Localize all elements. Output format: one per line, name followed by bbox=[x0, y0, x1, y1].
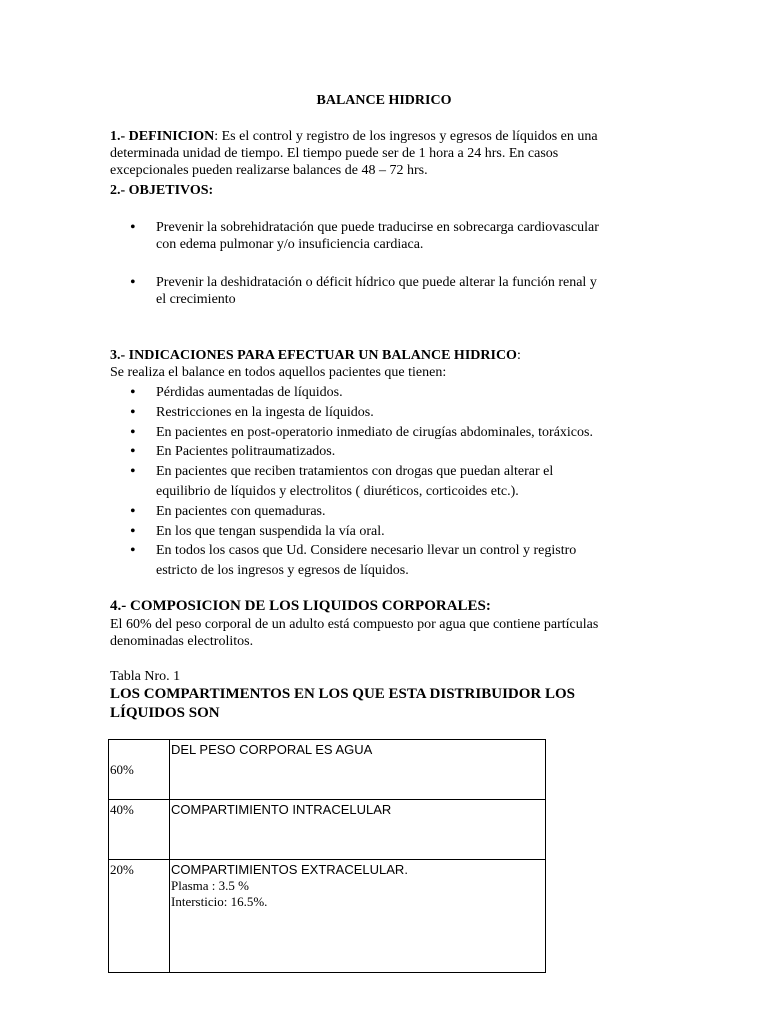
definicion-line-3: excepcionales pueden realizarse balances de 48 – 72 hrs. bbox=[110, 163, 428, 178]
list-item: • Prevenir la sobrehidratación que puede traducirse en sobrecarga cardiovascular con edema pulmonar y/o insuficiencia cardiaca. bbox=[110, 219, 670, 253]
definicion-heading: 1.- DEFINICION bbox=[110, 129, 215, 144]
list-item: • En Pacientes politraumatizados. bbox=[110, 442, 670, 462]
objetivos-list-2 bbox=[110, 274, 670, 308]
table-row bbox=[109, 740, 546, 800]
intersticio-line: Intersticio: 16.5%. bbox=[171, 894, 268, 909]
indicaciones-intro: Se realiza el balance en todos aquellos pacientes que tienen: bbox=[110, 365, 447, 380]
desc-cell: DEL PESO CORPORAL ES AGUA bbox=[170, 740, 546, 800]
objetivos-list bbox=[110, 219, 670, 253]
document-title: BALANCE HIDRICO bbox=[316, 93, 452, 108]
indicaciones-heading-line: 3.- INDICACIONES PARA EFECTUAR UN BALANCE HIDRICO: bbox=[110, 348, 521, 363]
definicion-line-2: determinada unidad de tiempo. El tiempo puede ser de 1 hora a 24 hrs. En casos bbox=[110, 146, 559, 161]
table-row bbox=[109, 800, 546, 860]
list-item: • En todos los casos que Ud. Considere necesario llevar un control y registro estricto de los ingresos y egresos de líquidos. bbox=[110, 541, 670, 581]
section-composicion bbox=[110, 597, 670, 650]
table-title: LOS COMPARTIMENTOS EN LOS QUE ESTA DISTRIBUIDOR LOS LÍQUIDOS SON bbox=[110, 686, 575, 721]
list-item: • Restricciones en la ingesta de líquidos. bbox=[110, 403, 670, 423]
list-item: • Pérdidas aumentadas de líquidos. bbox=[110, 383, 670, 403]
table-caption: Tabla Nro. 1 bbox=[110, 669, 181, 684]
table-row bbox=[109, 860, 546, 973]
list-item: • En pacientes con quemaduras. bbox=[110, 502, 670, 522]
list-item: • En pacientes que reciben tratamientos con drogas que puedan alterar el equilibrio de líquidos y electrolitos ( diuréticos, corticoides etc.). bbox=[110, 462, 670, 502]
section-indicaciones bbox=[110, 347, 670, 381]
section-definicion bbox=[110, 128, 670, 179]
list-item: • En pacientes en post-operatorio inmediato de cirugías abdominales, toráxicos. bbox=[110, 423, 670, 443]
indicaciones-list bbox=[110, 383, 670, 581]
pct-cell: 20% bbox=[109, 860, 170, 973]
desc-cell: COMPARTIMIENTOS EXTRACELULAR. Plasma : 3.5 % Intersticio: 16.5%. bbox=[170, 860, 546, 973]
indicaciones-heading: 3.- INDICACIONES PARA EFECTUAR UN BALANCE HIDRICO bbox=[110, 348, 517, 363]
list-item: • En los que tengan suspendida la vía oral. bbox=[110, 522, 670, 542]
pct-cell: 60% bbox=[109, 740, 170, 800]
definicion-line-1: 1.- DEFINICION: Es el control y registro de los ingresos y egresos de líquidos en una bbox=[110, 129, 598, 144]
compartimentos-table bbox=[108, 739, 546, 973]
desc-cell: COMPARTIMIENTO INTRACELULAR bbox=[170, 800, 546, 860]
composicion-line-2: denominadas electrolitos. bbox=[110, 634, 254, 649]
composicion-heading: 4.- COMPOSICION DE LOS LIQUIDOS CORPORALES: bbox=[110, 598, 491, 614]
plasma-line: Plasma : 3.5 % bbox=[171, 878, 249, 893]
list-item: • Prevenir la deshidratación o déficit hídrico que puede alterar la función renal y el crecimiento bbox=[110, 274, 670, 308]
composicion-line-1: El 60% del peso corporal de un adulto está compuesto por agua que contiene partículas bbox=[110, 617, 599, 632]
pct-cell: 40% bbox=[109, 800, 170, 860]
objetivos-heading: 2.- OBJETIVOS: bbox=[110, 183, 214, 198]
